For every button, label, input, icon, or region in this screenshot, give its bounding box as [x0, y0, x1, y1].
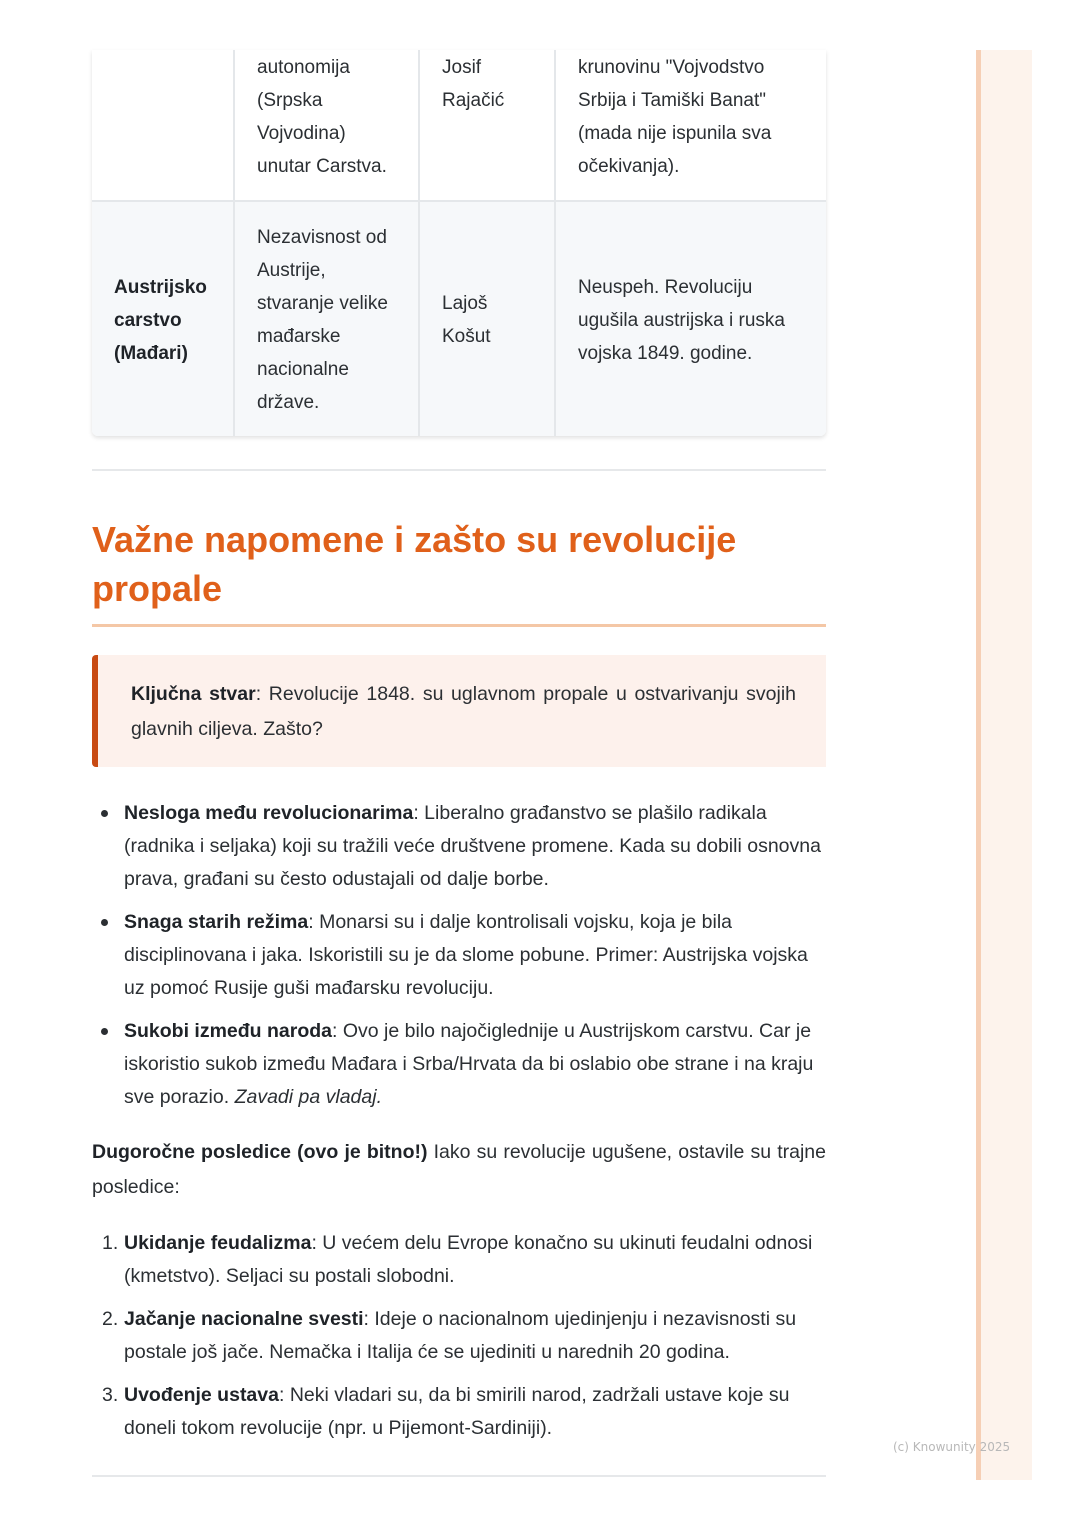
right-margin-strip: [976, 50, 1032, 1480]
table-cell-leader: Lajoš Košut: [420, 202, 556, 436]
list-item: 3. Uvođenje ustava: Neki vladari su, da bi smirili narod, zadržali ustave koje su doneli tokom revolucije (npr. u Pijemont-Sardiniji).: [102, 1384, 790, 1439]
list-item: Snaga starih režima: Monarsi su i dalje kontrolisali vojsku, koja je bila disciplinovana i jaka. Iskoristili su je da slome pobune. Primer: Austrijska vojska uz pomoć Rusije guši mađarsku revoluciju.: [92, 906, 826, 1005]
table-cell-outcome: krunovinu "Vojvodstvo Srbija i Tamiški Banat" (mada nije ispunila sva očekivanja).: [578, 57, 772, 177]
callout-text: : Revolucije 1848. su uglavnom propale u ostvarivanju svojih glavnih ciljeva. Zašto?: [131, 683, 796, 740]
reasons-list: [92, 797, 826, 1124]
bottom-divider: [92, 1475, 826, 1477]
table-cell-region: Austrijsko carstvo (Mađari): [92, 202, 235, 436]
watermark: (c) Knowunity 2025: [893, 1440, 1011, 1454]
right-margin-line: [976, 50, 981, 1480]
consequences-intro: Dugoročne posledice (ovo je bitno!) Iako su revolucije ugušene, ostavile su trajne posledice:: [92, 1141, 826, 1198]
revolutions-table: [92, 50, 826, 436]
consequences-list: [92, 1227, 826, 1455]
table-row: [92, 50, 826, 200]
list-item: Sukobi između naroda: Ovo je bilo najočiglednije u Austrijskom carstvu. Car je iskoristio sukob između Mađara i Srba/Hrvata da bi oslabio obe strane i na kraju sve porazio. Zavadi pa vladaj.: [92, 1015, 826, 1114]
table-cell-region: [92, 50, 235, 200]
table-cell-goals: autonomija (Srpska Vojvodina) unutar Carstva.: [235, 50, 420, 200]
table-cell-outcome: Neuspeh. Revoluciju ugušila austrijska i ruska vojska 1849. godine.: [578, 276, 785, 364]
table-cell-goals: Nezavisnost od Austrije, stvaranje velike mađarske nacionalne države.: [235, 202, 420, 436]
list-item: 1. Ukidanje feudalizma: U većem delu Evrope konačno su ukinuti feudalni odnosi (kmetstvo). Seljaci su postali slobodni.: [102, 1232, 813, 1287]
section-divider: [92, 469, 826, 471]
heading-underline: [92, 624, 826, 627]
list-item: Nesloga među revolucionarima: Liberalno građanstvo se plašilo radikala (radnika i seljaka) koji su tražili veće društvene promene. Kada su dobili osnovna prava, građani su često odustajali od dalje borbe.: [92, 797, 826, 896]
list-item: 2. Jačanje nacionalne svesti: Ideje o nacionalnom ujedinjenju i nezavisnosti su postale još jače. Nemačka i Italija će se ujediniti u narednih 20 godina.: [102, 1308, 797, 1363]
table-row: [92, 200, 826, 436]
callout-label: Ključna stvar: [131, 683, 256, 705]
key-point-callout: [92, 655, 826, 767]
section-heading: Važne napomene i zašto su revolucije propale: [92, 519, 737, 609]
table-cell-leader: Josif Rajačić: [420, 50, 556, 200]
